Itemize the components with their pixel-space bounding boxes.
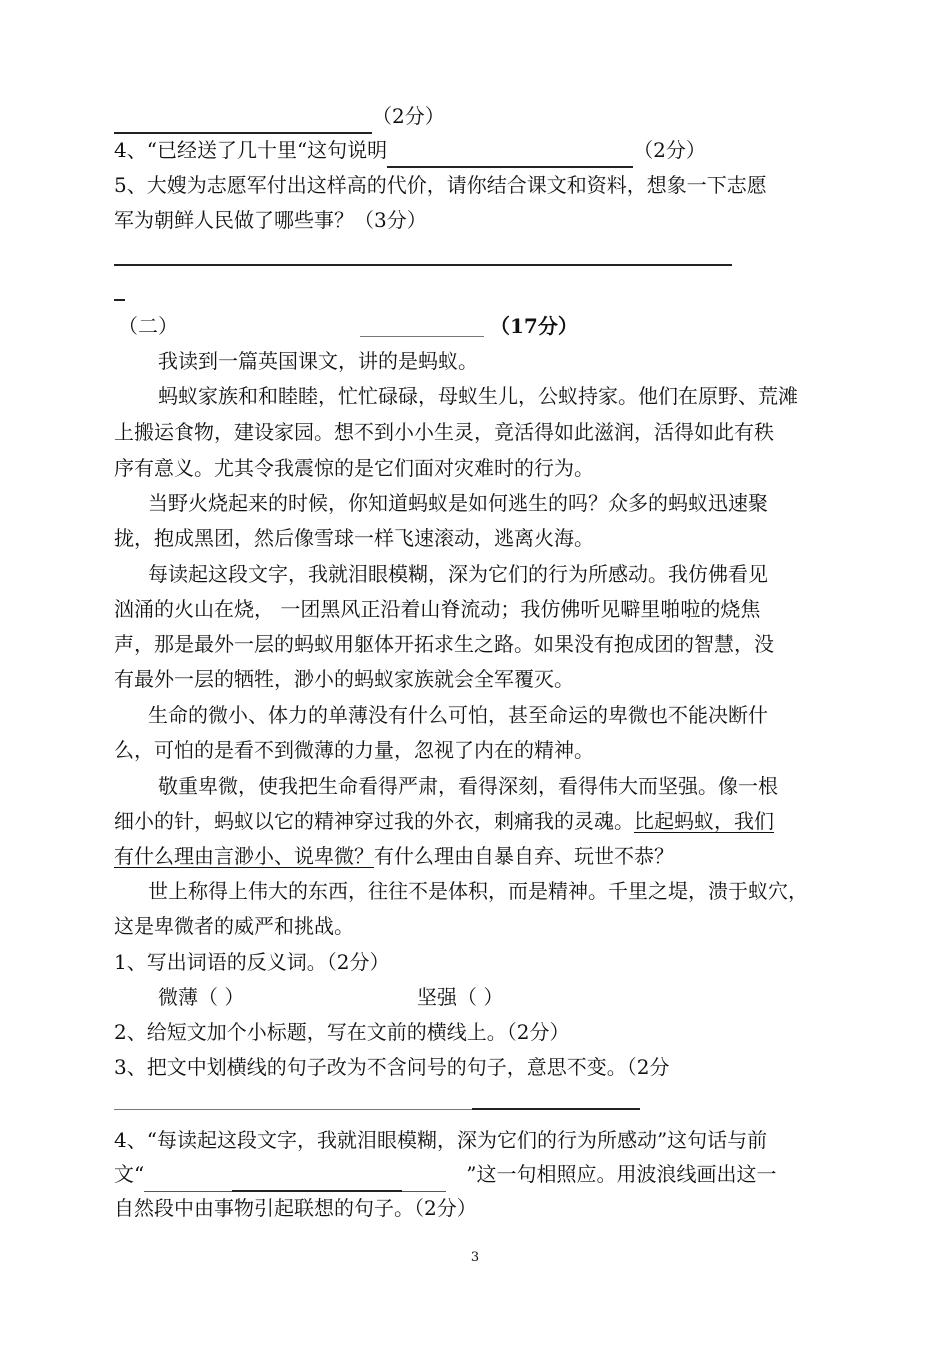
underlined-sentence: 有什么理由言渺小、说卑微？ <box>114 844 374 868</box>
underlined-sentence: 比起蚂蚁，我们 <box>634 809 774 833</box>
title-blank[interactable] <box>360 336 484 337</box>
section-score: （17分） <box>490 314 578 338</box>
question-4-line3: 自然段中由事物引起联想的句子。（2分） <box>114 1196 477 1220</box>
answer-line[interactable] <box>114 264 732 266</box>
question-1: 1、写出词语的反义词。（2分） <box>114 950 390 974</box>
passage-paragraph-3-line1: 当野火烧起来的时候，你知道蚂蚁是如何逃生的吗？众多的蚂蚁迅速聚 <box>148 491 768 515</box>
passage-paragraph-4-line3: 声，那是最外一层的蚂蚁用躯体开拓求生之路。如果没有抱成团的智慧，没 <box>114 632 774 656</box>
answer-blank[interactable] <box>144 1165 232 1192</box>
passage-paragraph-4-line1: 每读起这段文字，我就泪眼模糊，深为它们的行为所感动。我仿佛看见 <box>148 562 768 586</box>
passage-paragraph-6-line3 <box>114 838 674 874</box>
question-1-word-b[interactable]: 坚强（ ） <box>417 985 504 1009</box>
question-1-word-a[interactable]: 微薄（ ） <box>158 985 245 1009</box>
score: （2分） <box>372 104 445 128</box>
page-number: 3 <box>470 1250 480 1265</box>
answer-blank[interactable] <box>114 106 372 134</box>
answer-blank[interactable] <box>232 1164 402 1192</box>
passage-paragraph-4-line4: 有最外一层的牺牲，渺小的蚂蚁家族就会全军覆灭。 <box>114 667 574 691</box>
passage-paragraph-2-line2: 上搬运食物，建设家园。想不到小小生灵，竟活得如此滋润，活得如此有秩 <box>114 420 774 444</box>
plain-text: 文“ <box>114 1162 145 1186</box>
passage-paragraph-4-line2: 汹涌的火山在烧， 一团黑风正沿着山脊流动；我仿佛听见噼里啪啦的烧焦 <box>114 597 761 621</box>
prev-question-tail <box>114 98 445 134</box>
passage-paragraph-5-line1: 生命的微小、体力的单薄没有什么可怕，甚至命运的卑微也不能决断什 <box>148 703 768 727</box>
answer-line-stub <box>114 299 125 301</box>
passage-paragraph-7-line2: 这是卑微者的威严和挑战。 <box>114 914 354 938</box>
answer-line[interactable] <box>114 1109 474 1110</box>
answer-line[interactable] <box>472 1108 640 1110</box>
prev-question-5-line1: 5、大嫂为志愿军付出这样高的代价，请你结合课文和资料，想象一下志愿 <box>114 173 767 197</box>
question-text: 4、“已经送了几十里“这句说明 <box>114 138 388 162</box>
passage-paragraph-2-line3: 序有意义。尤其令我震惊的是它们面对灾难时的行为。 <box>114 456 594 480</box>
prev-question-4 <box>114 132 706 168</box>
score: （2分） <box>633 138 706 162</box>
passage-paragraph-3-line2: 拢，抱成黑团，然后像雪球一样飞速滚动，逃离火海。 <box>114 526 594 550</box>
passage-paragraph-1: 我读到一篇英国课文，讲的是蚂蚁。 <box>158 349 478 373</box>
passage-paragraph-6-line1: 敬重卑微，使我把生命看得严肃，看得深刻，看得伟大而坚强。像一根 <box>158 774 778 798</box>
question-4-line1: 4、“每读起这段文字，我就泪眼模糊，深为它们的行为所感动”这句话与前 <box>114 1128 768 1152</box>
question-4-line2 <box>114 1156 776 1192</box>
passage-paragraph-5-line2: 么，可怕的是看不到微薄的力量，忽视了内在的精神。 <box>114 738 594 762</box>
answer-blank[interactable] <box>387 140 633 168</box>
passage-paragraph-2-line1: 蚂蚁家族和和睦睦，忙忙碌碌，母蚁生儿，公蚁持家。他们在原野、荒滩 <box>158 384 798 408</box>
question-2: 2、给短文加个小标题，写在文前的横线上。（2分） <box>114 1020 570 1044</box>
prev-question-5-line2: 军为朝鲜人民做了哪些事？（3分） <box>114 208 427 232</box>
passage-paragraph-7-line1: 世上称得上伟大的东西，往往不是体积，而是精神。千里之堤，溃于蚁穴， <box>148 879 808 903</box>
question-3: 3、把文中划横线的句子改为不含问号的句子，意思不变。（2分 <box>114 1055 670 1079</box>
plain-text: 有什么理由自暴自弃、玩世不恭？ <box>374 844 674 868</box>
section-label: （二） <box>118 314 178 338</box>
plain-text: ”这一句相照应。用波浪线画出这一 <box>466 1162 777 1186</box>
passage-paragraph-6-line2 <box>114 803 774 839</box>
answer-blank[interactable] <box>402 1165 446 1192</box>
plain-text: 细小的针，蚂蚁以它的精神穿过我的外衣，刺痛我的灵魂。 <box>114 809 634 833</box>
